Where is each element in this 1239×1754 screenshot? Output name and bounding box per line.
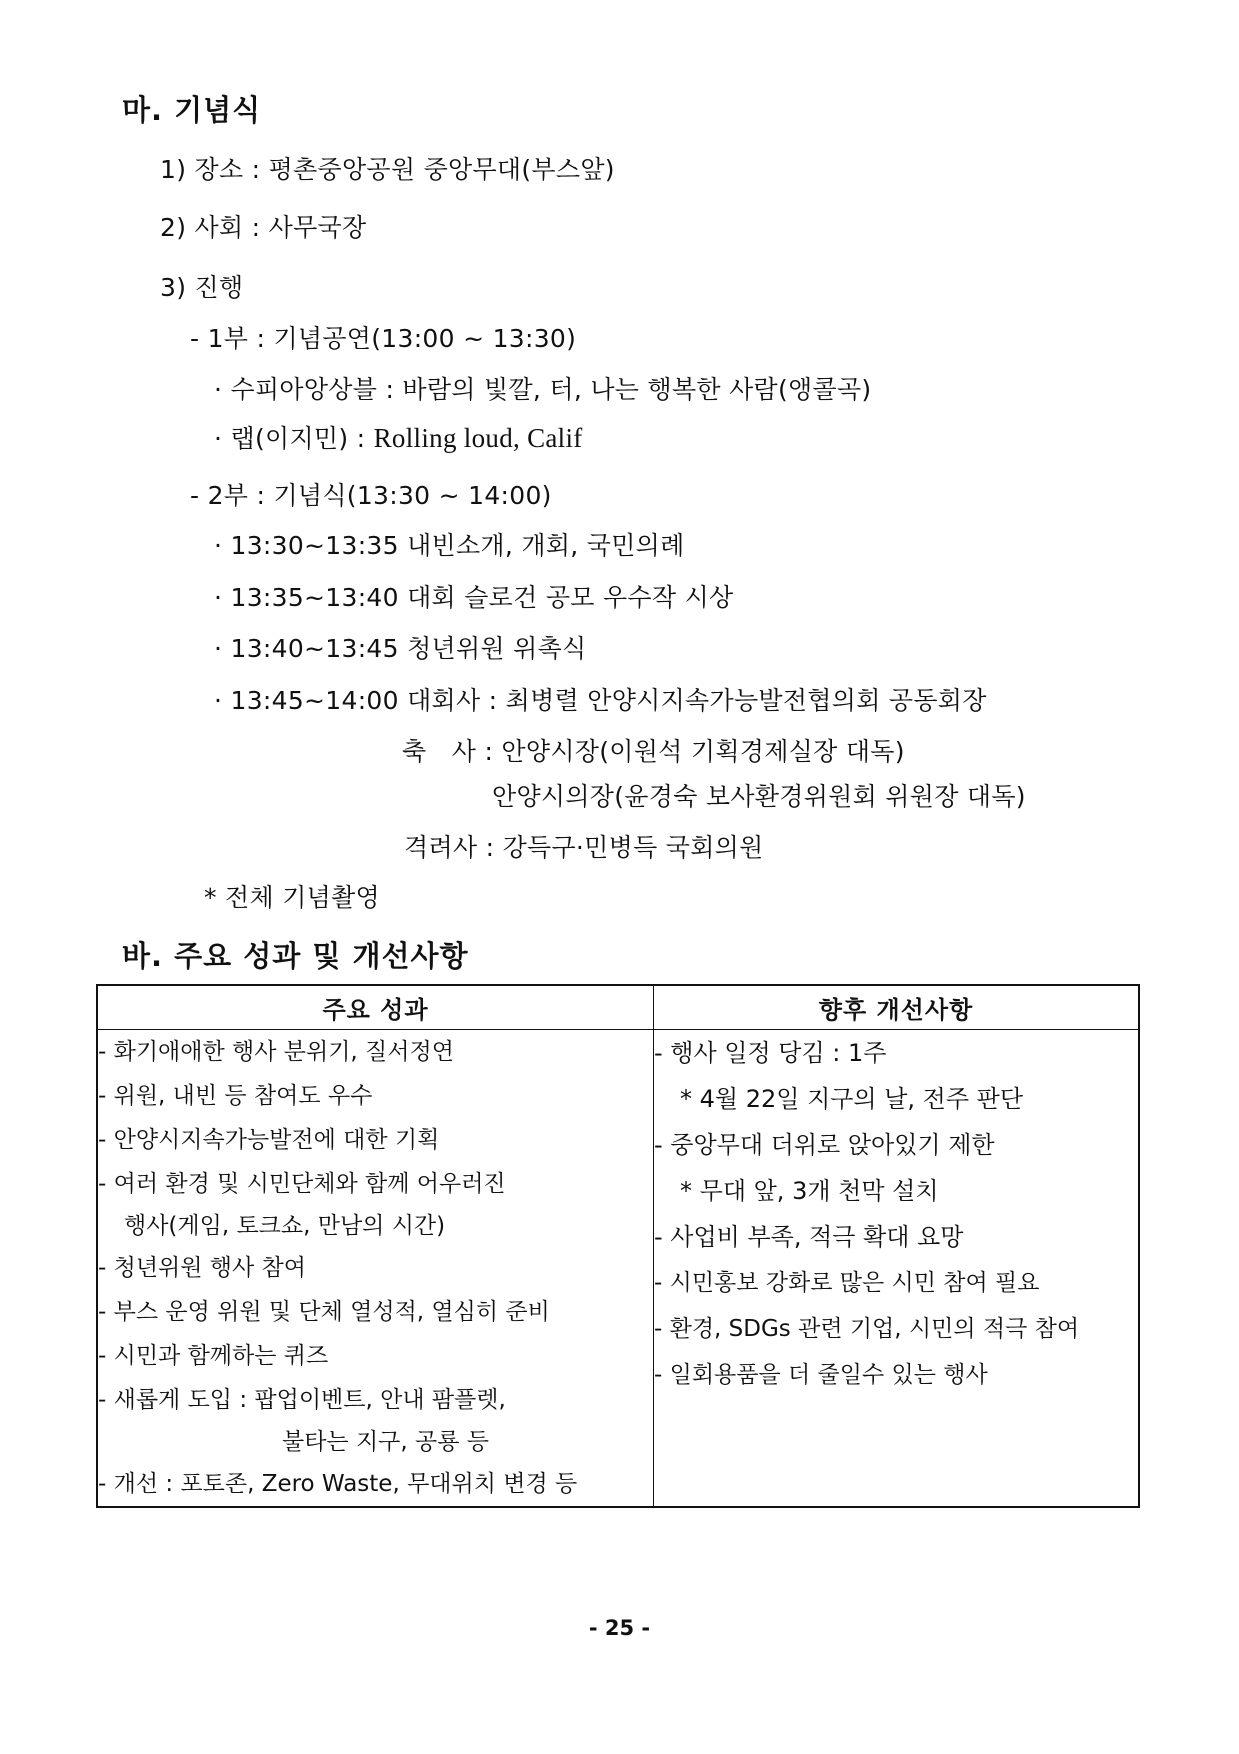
achievement-item: - 안양시지속가능발전에 대한 기획 bbox=[98, 1127, 440, 1153]
part2-congrats-line-2: 안양시의장(윤경숙 보사환경위원회 위원장 대독) bbox=[492, 782, 1026, 811]
achievement-item: - 시민과 함께하는 퀴즈 bbox=[98, 1343, 329, 1369]
achievement-item: - 새롭게 도입 : 팝업이벤트, 안내 팜플렛, bbox=[98, 1387, 506, 1413]
part2-line: - 2부 : 기념식(13:30 ~ 14:00) bbox=[190, 481, 552, 510]
improvement-item: - 환경, SDGs 관련 기업, 시민의 적극 참여 bbox=[654, 1316, 1080, 1342]
rap-prefix: · 랩(이지민) : bbox=[214, 424, 374, 453]
achievement-item: - 여러 환경 및 시민단체와 함께 어우러진 bbox=[98, 1171, 506, 1197]
photo-note: * 전체 기념촬영 bbox=[204, 883, 380, 912]
achievement-item: - 개선 : 포토존, Zero Waste, 무대위치 변경 등 bbox=[98, 1471, 578, 1497]
section-heading-ceremony: 마. 기념식 bbox=[122, 93, 262, 127]
improvement-item: - 일회용품을 더 줄일수 있는 행사 bbox=[654, 1362, 988, 1388]
improvement-note: * 4월 22일 지구의 날, 전주 판단 bbox=[680, 1085, 1024, 1113]
page-number: - 25 - bbox=[588, 1616, 651, 1640]
results-table bbox=[96, 984, 1140, 1508]
part1-item-ensemble: · 수피아앙상블 : 바람의 빛깔, 터, 나는 행복한 사람(앵콜곡) bbox=[214, 375, 872, 404]
rap-songs: Rolling loud, Calif bbox=[373, 423, 583, 453]
section-heading-results: 바. 주요 성과 및 개선사항 bbox=[122, 939, 469, 973]
part2-item-slogan: · 13:35~13:40 대회 슬로건 공모 우수작 시상 bbox=[214, 583, 734, 612]
improvements-cell bbox=[654, 1030, 1140, 1508]
achievement-item-continued: 불타는 지구, 공룡 등 bbox=[282, 1429, 489, 1455]
part2-encourage-line: 격려사 : 강득구·민병득 국회의원 bbox=[404, 833, 764, 862]
achievements-cell bbox=[97, 1030, 654, 1508]
improvement-item: - 시민홍보 강화로 많은 시민 참여 필요 bbox=[654, 1270, 1040, 1296]
header-improvements: 향후 개선사항 bbox=[654, 985, 1140, 1030]
improvement-note: * 무대 앞, 3개 천막 설치 bbox=[680, 1177, 939, 1205]
improvement-item: - 중앙무대 더위로 앉아있기 제한 bbox=[654, 1131, 995, 1159]
host-line: 2) 사회 : 사무국장 bbox=[160, 213, 367, 242]
results-table-header-row bbox=[97, 985, 1139, 1030]
achievement-item-continued: 행사(게임, 토크쇼, 만남의 시간) bbox=[124, 1213, 446, 1239]
part2-item-youth: · 13:40~13:45 청년위원 위촉식 bbox=[214, 634, 587, 663]
part2-item-guests: · 13:30~13:35 내빈소개, 개회, 국민의례 bbox=[214, 531, 685, 560]
improvement-item: - 사업비 부족, 적극 확대 요망 bbox=[654, 1223, 964, 1251]
results-table-body-row bbox=[97, 1030, 1139, 1508]
achievement-item: - 부스 운영 위원 및 단체 열성적, 열심히 준비 bbox=[98, 1299, 550, 1325]
achievement-item: - 위원, 내빈 등 참여도 우수 bbox=[98, 1083, 373, 1109]
venue-line: 1) 장소 : 평촌중앙공원 중앙무대(부스앞) bbox=[160, 155, 615, 184]
header-achievements: 주요 성과 bbox=[97, 985, 654, 1030]
achievement-item: - 청년위원 행사 참여 bbox=[98, 1255, 306, 1281]
achievement-item: - 화기애애한 행사 분위기, 질서정연 bbox=[98, 1039, 454, 1065]
part2-congrats-line: 축 사 : 안양시장(이원석 기획경제실장 대독) bbox=[402, 737, 905, 766]
progress-line: 3) 진행 bbox=[160, 273, 244, 302]
part1-line: - 1부 : 기념공연(13:00 ~ 13:30) bbox=[190, 324, 577, 353]
improvement-item: - 행사 일정 당김 : 1주 bbox=[654, 1039, 887, 1067]
part1-item-rap bbox=[214, 419, 583, 455]
part2-item-speech: · 13:45~14:00 대회사 : 최병렬 안양시지속가능발전협의회 공동회장 bbox=[214, 686, 987, 715]
